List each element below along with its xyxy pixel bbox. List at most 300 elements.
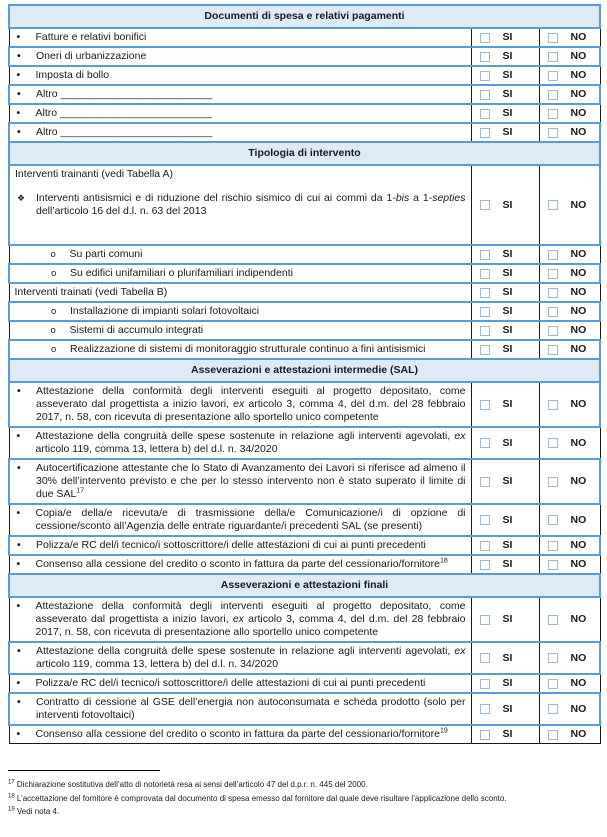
no-label: NO xyxy=(570,436,587,449)
item-paragraph xyxy=(10,677,466,690)
item-text xyxy=(9,104,471,123)
yes-option xyxy=(472,728,539,741)
checkbox-icon[interactable] xyxy=(480,33,490,43)
footnote: $^{18}$ L’accettazione del fornitore è comprovata dal documento di spesa emesso dal fornitore dal quale deve risultare l’applicazione dello sconto. xyxy=(8,792,507,803)
no-option xyxy=(540,728,600,741)
no-label: NO xyxy=(570,702,587,715)
no-cell xyxy=(539,504,600,536)
yes-cell xyxy=(471,725,539,744)
circle-icon: o xyxy=(50,249,56,260)
no-label: NO xyxy=(570,267,587,279)
yes-option xyxy=(472,539,539,552)
checkbox-icon[interactable] xyxy=(548,288,558,298)
checkbox-icon[interactable] xyxy=(548,90,558,100)
table-row xyxy=(9,427,600,459)
no-label: NO xyxy=(570,539,587,551)
table-row xyxy=(9,264,600,283)
item-text xyxy=(9,597,471,642)
no-option xyxy=(540,199,600,212)
item-paragraph xyxy=(10,192,466,218)
yes-label: SI xyxy=(502,513,513,526)
yes-option xyxy=(472,514,539,527)
footnotes xyxy=(8,770,593,819)
item-label: Consenso alla cessione del credito o sconto in fattura da parte del cessionario/fornitore$^{19}$ xyxy=(35,727,448,740)
circle-icon: o xyxy=(50,325,56,336)
yes-label: SI xyxy=(502,398,513,410)
checkbox-icon[interactable] xyxy=(548,730,558,740)
yes-option xyxy=(472,199,539,212)
footnote-separator xyxy=(8,770,160,771)
yes-option xyxy=(472,324,539,337)
no-option xyxy=(540,31,600,44)
no-cell xyxy=(539,264,600,283)
no-option xyxy=(540,475,600,488)
yes-cell xyxy=(471,642,539,674)
yes-option xyxy=(472,558,539,571)
item-label: Autocertificazione attestante che lo Stato di Avanzamento dei Lavori si riferisce ad almeno il 30% dell’intervento previsto e che per lo stesso intervento non è stato superato il limite di due SAL$^{17}$ xyxy=(36,462,466,500)
item-label: Altro __________________________ xyxy=(35,107,212,119)
section-header-row xyxy=(9,5,600,28)
yes-label: SI xyxy=(502,305,513,317)
checkbox-icon[interactable] xyxy=(548,560,558,570)
section-header-row xyxy=(9,359,600,382)
bullet-icon: • xyxy=(16,558,21,570)
yes-cell xyxy=(471,283,539,302)
no-label: NO xyxy=(570,31,587,43)
bullet-icon: • xyxy=(17,385,21,397)
no-label: NO xyxy=(570,343,587,355)
no-cell xyxy=(539,321,600,340)
checkbox-icon[interactable] xyxy=(480,400,490,410)
bullet-icon: • xyxy=(16,69,21,81)
item-text xyxy=(9,459,471,504)
yes-cell xyxy=(471,302,539,321)
checkbox-icon[interactable] xyxy=(480,307,490,317)
yes-label: SI xyxy=(502,107,513,119)
item-paragraph xyxy=(10,645,466,671)
checkbox-icon[interactable] xyxy=(480,653,490,663)
yes-label: SI xyxy=(502,558,513,570)
checkbox-icon[interactable] xyxy=(480,288,490,298)
no-cell xyxy=(539,597,600,642)
item-label: Interventi trainati (vedi Tabella B) xyxy=(14,286,168,298)
yes-cell xyxy=(471,459,539,504)
yes-cell xyxy=(471,382,539,427)
item-paragraph xyxy=(10,507,466,533)
yes-option xyxy=(472,677,539,690)
yes-label: SI xyxy=(502,50,513,62)
yes-cell xyxy=(471,427,539,459)
table-row xyxy=(9,123,600,142)
no-option xyxy=(540,677,600,690)
checklist-table xyxy=(8,4,601,744)
checkbox-icon[interactable] xyxy=(548,477,558,487)
yes-cell xyxy=(471,536,539,555)
table-row xyxy=(9,555,600,574)
yes-label: SI xyxy=(502,702,513,715)
yes-option xyxy=(472,267,539,280)
checkbox-icon[interactable] xyxy=(548,200,558,210)
item-paragraph xyxy=(10,286,466,299)
table-row xyxy=(9,28,600,47)
no-option xyxy=(540,324,600,337)
no-cell xyxy=(539,302,600,321)
section-header: Asseverazioni e attestazioni intermedie (SAL) xyxy=(9,359,600,382)
item-label: Sistemi di accumulo integrati xyxy=(69,324,204,336)
footnote: $^{19}$ Vedi nota 4. xyxy=(8,806,60,816)
no-cell xyxy=(539,283,600,302)
item-text xyxy=(9,264,471,283)
item-label: Copia/e della/e ricevuta/e di trasmissione della/e Comunicazione/i di opzione di cessione/sconto all’Agenzia delle entrate riguardante/i precedenti SAL (se presenti) xyxy=(35,507,466,532)
yes-cell xyxy=(471,555,539,574)
no-cell xyxy=(539,555,600,574)
item-paragraph xyxy=(10,229,466,242)
item-label: Oneri di urbanizzazione xyxy=(36,50,147,62)
no-label: NO xyxy=(570,248,587,260)
item-paragraph xyxy=(10,69,466,82)
item-text xyxy=(9,536,471,555)
bullet-icon: • xyxy=(16,31,21,43)
item-paragraph xyxy=(10,267,466,280)
item-paragraph xyxy=(10,385,466,424)
checkbox-icon[interactable] xyxy=(548,326,558,336)
table-row xyxy=(9,725,600,744)
yes-option xyxy=(472,31,539,44)
no-label: NO xyxy=(570,475,587,487)
checkbox-icon[interactable] xyxy=(548,71,558,81)
no-option xyxy=(540,343,600,356)
item-text xyxy=(9,725,471,744)
item-text xyxy=(9,382,471,427)
table-row xyxy=(9,504,600,536)
yes-cell xyxy=(471,504,539,536)
checkbox-icon[interactable] xyxy=(548,52,558,62)
item-label: Altro __________________________ xyxy=(36,126,213,138)
no-cell xyxy=(539,725,600,744)
yes-label: SI xyxy=(502,69,513,81)
yes-label: SI xyxy=(502,343,513,355)
table-row xyxy=(9,674,600,693)
yes-option xyxy=(472,475,539,488)
item-paragraph xyxy=(10,248,466,261)
table-row xyxy=(9,85,600,104)
checkbox-icon[interactable] xyxy=(480,71,490,81)
table-row xyxy=(9,321,600,340)
table-row xyxy=(9,340,600,359)
checkbox-icon[interactable] xyxy=(480,52,490,62)
no-cell xyxy=(539,85,600,104)
bullet-icon: • xyxy=(17,645,21,657)
table-row xyxy=(9,245,600,264)
checkbox-icon[interactable] xyxy=(548,515,558,525)
no-option xyxy=(540,69,600,82)
footnote: $^{17}$ Dichiarazione sostitutiva dell’atto di notorietà resa ai sensi dell’articolo 47 del d.p.r. n. 445 del 2000. xyxy=(8,779,368,789)
no-cell xyxy=(539,66,600,85)
no-label: NO xyxy=(570,107,587,119)
checkbox-icon[interactable] xyxy=(548,400,558,410)
checkbox-icon[interactable] xyxy=(548,307,558,317)
yes-label: SI xyxy=(502,88,513,100)
yes-label: SI xyxy=(502,198,513,211)
item-paragraph xyxy=(10,168,466,181)
yes-cell xyxy=(471,165,539,245)
item-text xyxy=(9,555,471,574)
yes-label: SI xyxy=(502,126,513,138)
checkbox-icon[interactable] xyxy=(480,704,490,714)
no-option xyxy=(540,305,600,318)
bullet-icon: • xyxy=(16,430,21,442)
yes-label: SI xyxy=(502,613,513,625)
item-text xyxy=(9,340,471,359)
no-option xyxy=(540,267,600,280)
checkbox-icon[interactable] xyxy=(480,515,490,525)
checkbox-icon[interactable] xyxy=(480,250,490,260)
no-cell xyxy=(539,382,600,427)
yes-cell xyxy=(471,597,539,642)
yes-cell xyxy=(471,85,539,104)
item-label: Attestazione della congruità delle spese sostenute in relazione agli interventi agevolati, ex articolo 119, comma 13, lettera b) del d.l. n. 34/2020 xyxy=(35,430,466,455)
yes-option xyxy=(472,652,539,665)
item-label: Polizza/e RC del/i tecnico/i sottoscrittore/i delle attestazioni di cui ai punti precedenti xyxy=(35,677,426,689)
bullet-icon: • xyxy=(16,600,21,612)
checkbox-icon[interactable] xyxy=(548,128,558,138)
yes-cell xyxy=(471,28,539,47)
yes-cell xyxy=(471,340,539,359)
item-text xyxy=(9,283,471,302)
checkbox-icon[interactable] xyxy=(548,653,558,663)
item-paragraph xyxy=(10,539,466,552)
item-label: Realizzazione di sistemi di monitoraggio strutturale continuo a fini antisismici xyxy=(70,343,426,355)
no-option xyxy=(540,286,600,299)
item-paragraph xyxy=(10,728,466,741)
item-text xyxy=(9,674,471,693)
no-cell xyxy=(539,28,600,47)
yes-option xyxy=(472,343,539,356)
checkbox-icon[interactable] xyxy=(480,730,490,740)
yes-label: SI xyxy=(502,31,513,43)
yes-label: SI xyxy=(502,286,513,298)
no-cell xyxy=(539,459,600,504)
table-row xyxy=(9,459,600,504)
yes-option xyxy=(472,50,539,63)
yes-label: SI xyxy=(502,539,513,551)
item-paragraph xyxy=(10,558,466,571)
item-paragraph xyxy=(10,126,466,139)
checkbox-icon[interactable] xyxy=(548,345,558,355)
checkbox-icon[interactable] xyxy=(480,541,490,551)
checkbox-icon[interactable] xyxy=(480,269,490,279)
yes-cell xyxy=(471,104,539,123)
bullet-icon: • xyxy=(17,50,21,62)
table-row xyxy=(9,642,600,674)
no-label: NO xyxy=(570,286,587,298)
table-row xyxy=(9,165,600,245)
yes-label: SI xyxy=(502,248,513,260)
checkbox-icon[interactable] xyxy=(480,109,490,119)
bullet-icon: • xyxy=(16,728,21,740)
bullet-icon: • xyxy=(17,539,21,551)
yes-option xyxy=(472,107,539,120)
item-paragraph xyxy=(10,324,466,337)
checkbox-icon[interactable] xyxy=(548,250,558,260)
item-label: Altro __________________________ xyxy=(36,88,213,100)
section-header: Tipologia di intervento xyxy=(9,142,600,165)
no-label: NO xyxy=(570,728,587,740)
bullet-icon: • xyxy=(17,462,21,474)
yes-cell xyxy=(471,264,539,283)
yes-cell xyxy=(471,123,539,142)
no-option xyxy=(540,613,600,626)
no-cell xyxy=(539,104,600,123)
item-paragraph xyxy=(10,430,466,456)
item-label: Fatture e relativi bonifici xyxy=(35,31,147,43)
no-option xyxy=(540,652,600,665)
no-cell xyxy=(539,245,600,264)
no-label: NO xyxy=(570,613,587,625)
item-label: Imposta di bollo xyxy=(35,69,110,81)
section-header: Documenti di spesa e relativi pagamenti xyxy=(9,5,600,28)
bullet-icon: • xyxy=(17,126,21,138)
checkbox-icon[interactable] xyxy=(480,90,490,100)
no-label: NO xyxy=(570,126,587,138)
no-cell xyxy=(539,693,600,725)
yes-cell xyxy=(471,66,539,85)
yes-option xyxy=(472,437,539,450)
yes-label: SI xyxy=(502,651,513,664)
bullet-icon: • xyxy=(17,88,21,100)
no-label: NO xyxy=(570,69,587,81)
no-cell xyxy=(539,123,600,142)
checkbox-icon[interactable] xyxy=(480,438,490,448)
yes-cell xyxy=(471,321,539,340)
no-label: NO xyxy=(570,198,587,211)
yes-option xyxy=(472,69,539,82)
no-cell xyxy=(539,536,600,555)
bullet-icon: • xyxy=(16,677,21,689)
no-label: NO xyxy=(570,398,587,410)
item-label: Su edifici unifamiliari o plurifamiliari indipendenti xyxy=(70,267,293,279)
item-text xyxy=(9,642,471,674)
no-option xyxy=(540,248,600,261)
no-option xyxy=(540,126,600,139)
item-label: Consenso alla cessione del credito o sconto in fattura da parte del cessionario/fornitore$^{18}$ xyxy=(35,557,448,570)
item-label: Contratto di cessione al GSE dell’energia non autoconsumata e scheda prodotto (solo per interventi fotovoltaici) xyxy=(36,696,466,721)
item-text xyxy=(9,123,471,142)
yes-cell xyxy=(471,245,539,264)
no-label: NO xyxy=(570,558,587,570)
checkbox-icon[interactable] xyxy=(480,326,490,336)
yes-label: SI xyxy=(502,436,513,449)
item-text xyxy=(9,302,471,321)
checkbox-icon[interactable] xyxy=(548,33,558,43)
no-option xyxy=(540,398,600,411)
yes-option xyxy=(472,248,539,261)
checkbox-icon[interactable] xyxy=(480,615,490,625)
item-label: Interventi trainanti (vedi Tabella A) xyxy=(15,168,173,180)
no-label: NO xyxy=(570,677,587,689)
item-paragraph xyxy=(10,305,466,318)
no-option xyxy=(540,437,600,450)
no-option xyxy=(540,558,600,571)
no-cell xyxy=(539,642,600,674)
yes-cell xyxy=(471,693,539,725)
table-row xyxy=(9,47,600,66)
item-label: Interventi antisismici e di riduzione del rischio sismico di cui ai commi da 1-bis a 1-septies dell’articolo 16 del d.l. n. 63 del 2013 xyxy=(36,192,466,217)
checkbox-icon[interactable] xyxy=(548,679,558,689)
table-row xyxy=(9,382,600,427)
item-label: Installazione di impianti solari fotovoltaici xyxy=(70,305,260,317)
checkbox-icon[interactable] xyxy=(480,345,490,355)
checkbox-icon[interactable] xyxy=(548,615,558,625)
item-label: Polizza/e RC del/i tecnico/i sottoscrittore/i delle attestazioni di cui ai punti precedenti xyxy=(36,539,426,551)
checkbox-icon[interactable] xyxy=(480,128,490,138)
no-option xyxy=(540,514,600,527)
item-label: Attestazione della conformità degli interventi eseguiti al progetto depositato, come asseverato dal progettista a inizio lavori, ex articolo 3, comma 4, del d.m. del 28 febbraio 2017, n. 58, con ricevuta di presentazione allo sportello unico competente xyxy=(35,600,466,638)
checkbox-icon[interactable] xyxy=(480,679,490,689)
item-text xyxy=(9,85,471,104)
bullet-icon: • xyxy=(16,507,21,519)
item-paragraph xyxy=(10,343,466,356)
no-option xyxy=(540,703,600,716)
item-text xyxy=(9,165,471,245)
item-label: Su parti comuni xyxy=(69,248,143,260)
item-text xyxy=(9,504,471,536)
yes-label: SI xyxy=(502,324,513,336)
checkbox-icon[interactable] xyxy=(548,704,558,714)
section-header: Asseverazioni e attestazioni finali xyxy=(9,574,600,597)
no-cell xyxy=(539,427,600,459)
item-text xyxy=(9,66,471,85)
item-paragraph xyxy=(10,107,466,120)
checkbox-icon[interactable] xyxy=(480,477,490,487)
yes-label: SI xyxy=(502,728,513,740)
checkbox-icon[interactable] xyxy=(548,109,558,119)
circle-icon: o xyxy=(51,344,57,355)
yes-label: SI xyxy=(502,677,513,689)
yes-label: SI xyxy=(502,267,513,279)
item-text xyxy=(9,427,471,459)
yes-option xyxy=(472,703,539,716)
no-label: NO xyxy=(570,50,587,62)
item-text xyxy=(9,321,471,340)
checkbox-icon[interactable] xyxy=(480,560,490,570)
item-paragraph xyxy=(10,696,466,722)
item-text xyxy=(9,245,471,264)
table-row xyxy=(9,302,600,321)
circle-icon: o xyxy=(51,306,57,317)
yes-cell xyxy=(471,47,539,66)
section-header-row xyxy=(9,574,600,597)
checkbox-icon[interactable] xyxy=(548,541,558,551)
yes-option xyxy=(472,286,539,299)
item-paragraph xyxy=(10,600,466,639)
no-label: NO xyxy=(570,305,587,317)
item-label: Attestazione della conformità degli interventi eseguiti al progetto depositato, come asseverato dal progettista a inizio lavori, ex articolo 3, comma 4, del d.m. del 28 febbraio 2017, n. 58, con ricevuta di presentazione allo sportello unico competente xyxy=(36,385,466,423)
no-cell xyxy=(539,165,600,245)
checkbox-icon[interactable] xyxy=(548,269,558,279)
item-paragraph xyxy=(10,50,466,63)
item-text xyxy=(9,28,471,47)
no-label: NO xyxy=(570,651,587,664)
item-paragraph xyxy=(10,88,466,101)
item-text xyxy=(9,693,471,725)
diamond-icon: ❖ xyxy=(17,193,26,203)
checkbox-icon[interactable] xyxy=(480,200,490,210)
table-row xyxy=(9,283,600,302)
yes-option xyxy=(472,126,539,139)
no-cell xyxy=(539,340,600,359)
checkbox-icon[interactable] xyxy=(548,438,558,448)
